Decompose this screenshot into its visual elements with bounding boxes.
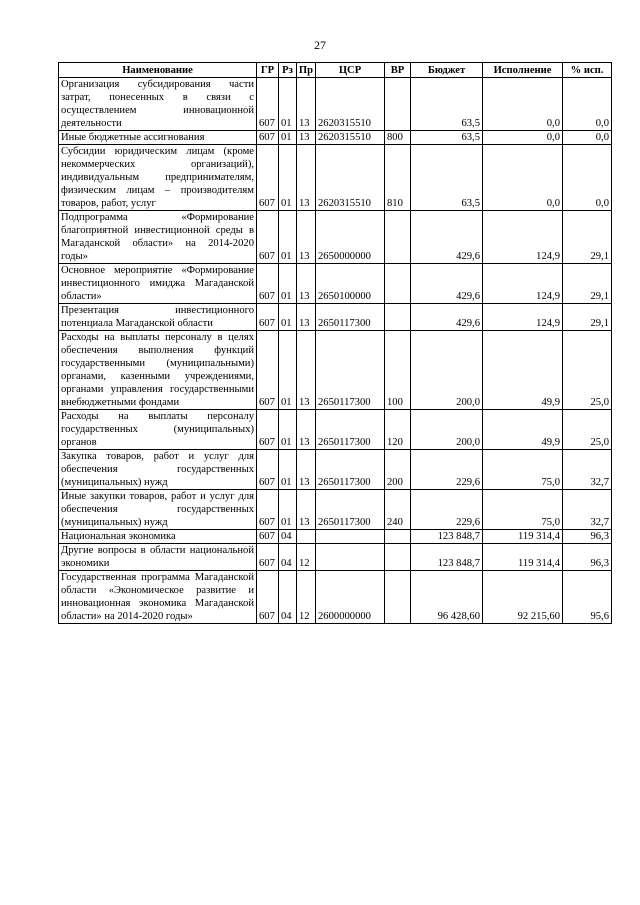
- row-percent: 25,0: [563, 331, 612, 410]
- row-name: Национальная экономика: [59, 530, 257, 544]
- row-percent: 96,3: [563, 530, 612, 544]
- row-budget: 96 428,60: [411, 571, 483, 624]
- header-rz: Рз: [279, 63, 297, 78]
- table-row: [59, 131, 612, 145]
- row-execution: 49,9: [483, 331, 563, 410]
- row-pr: 13: [297, 78, 316, 131]
- row-name: Расходы на выплаты персоналу государственных (муниципальных) органов: [59, 410, 257, 450]
- row-gr: 607: [257, 264, 279, 304]
- row-csr: 2650000000: [316, 211, 385, 264]
- row-pr: 13: [297, 145, 316, 211]
- header-pr: Пр: [297, 63, 316, 78]
- row-budget: 229,6: [411, 450, 483, 490]
- header-row: [59, 63, 612, 78]
- row-execution: 0,0: [483, 145, 563, 211]
- row-gr: 607: [257, 145, 279, 211]
- row-execution: 0,0: [483, 131, 563, 145]
- row-vr: [385, 544, 411, 571]
- row-percent: 96,3: [563, 544, 612, 571]
- row-gr: 607: [257, 131, 279, 145]
- row-gr: 607: [257, 331, 279, 410]
- row-budget: 429,6: [411, 304, 483, 331]
- table-row: [59, 544, 612, 571]
- table-row: [59, 264, 612, 304]
- row-vr: [385, 304, 411, 331]
- row-rz: 04: [279, 530, 297, 544]
- row-percent: 95,6: [563, 571, 612, 624]
- row-csr: 2650117300: [316, 450, 385, 490]
- row-pr: 13: [297, 264, 316, 304]
- row-pr: 13: [297, 410, 316, 450]
- row-gr: 607: [257, 544, 279, 571]
- table-row: [59, 571, 612, 624]
- header-execution: Исполнение: [483, 63, 563, 78]
- header-csr: ЦСР: [316, 63, 385, 78]
- row-budget: 123 848,7: [411, 544, 483, 571]
- row-execution: 75,0: [483, 450, 563, 490]
- row-gr: 607: [257, 571, 279, 624]
- table-row: [59, 450, 612, 490]
- row-vr: 800: [385, 131, 411, 145]
- row-vr: 810: [385, 145, 411, 211]
- row-execution: 49,9: [483, 410, 563, 450]
- row-vr: 120: [385, 410, 411, 450]
- row-execution: 92 215,60: [483, 571, 563, 624]
- row-execution: 0,0: [483, 78, 563, 131]
- row-percent: 32,7: [563, 450, 612, 490]
- header-name: Наименование: [59, 63, 257, 78]
- row-vr: [385, 264, 411, 304]
- row-pr: 13: [297, 131, 316, 145]
- row-rz: 01: [279, 410, 297, 450]
- row-vr: [385, 78, 411, 131]
- row-budget: 229,6: [411, 490, 483, 530]
- row-gr: 607: [257, 490, 279, 530]
- row-vr: 100: [385, 331, 411, 410]
- header-gr: ГР: [257, 63, 279, 78]
- row-execution: 119 314,4: [483, 544, 563, 571]
- row-vr: [385, 571, 411, 624]
- row-percent: 29,1: [563, 264, 612, 304]
- row-execution: 124,9: [483, 264, 563, 304]
- row-budget: 200,0: [411, 410, 483, 450]
- row-percent: 25,0: [563, 410, 612, 450]
- row-percent: 32,7: [563, 490, 612, 530]
- row-vr: 200: [385, 450, 411, 490]
- table-row: [59, 410, 612, 450]
- row-name: Организация субсидирования части затрат, понесенных в связи с осуществлением инновационной деятельности: [59, 78, 257, 131]
- row-execution: 124,9: [483, 211, 563, 264]
- row-gr: 607: [257, 530, 279, 544]
- table-row: [59, 331, 612, 410]
- row-pr: 13: [297, 211, 316, 264]
- row-csr: 2620315510: [316, 131, 385, 145]
- row-execution: 119 314,4: [483, 530, 563, 544]
- row-name: Основное мероприятие «Формирование инвестиционного имиджа Магаданской области»: [59, 264, 257, 304]
- row-name: Иные бюджетные ассигнования: [59, 131, 257, 145]
- row-gr: 607: [257, 304, 279, 331]
- row-rz: 01: [279, 145, 297, 211]
- table-row: [59, 211, 612, 264]
- row-name: Другие вопросы в области национальной экономики: [59, 544, 257, 571]
- row-budget: 63,5: [411, 145, 483, 211]
- row-pr: 12: [297, 544, 316, 571]
- row-rz: 01: [279, 211, 297, 264]
- row-rz: 01: [279, 264, 297, 304]
- row-name: Субсидии юридическим лицам (кроме некоммерческих организаций), индивидуальным предпринимателям, физическим лицам – производителям товаров, работ, услуг: [59, 145, 257, 211]
- row-name: Государственная программа Магаданской области «Экономическое развитие и инновационная экономика Магаданской области» на 2014-2020 годы»: [59, 571, 257, 624]
- row-execution: 75,0: [483, 490, 563, 530]
- row-csr: [316, 544, 385, 571]
- row-name: Расходы на выплаты персоналу в целях обеспечения выполнения функций государственными (муниципальными) органами, казенными учреждениями, органами управления государственными внебюджетными фондами: [59, 331, 257, 410]
- row-rz: 01: [279, 490, 297, 530]
- header-percent: % исп.: [563, 63, 612, 78]
- table-row: [59, 304, 612, 331]
- row-rz: 04: [279, 571, 297, 624]
- row-name: Иные закупки товаров, работ и услуг для обеспечения государственных (муниципальных) нужд: [59, 490, 257, 530]
- header-vr: ВР: [385, 63, 411, 78]
- row-pr: 13: [297, 304, 316, 331]
- row-pr: 13: [297, 331, 316, 410]
- row-percent: 0,0: [563, 145, 612, 211]
- row-csr: 2650117300: [316, 331, 385, 410]
- row-csr: 2620315510: [316, 145, 385, 211]
- row-budget: 63,5: [411, 78, 483, 131]
- row-rz: 04: [279, 544, 297, 571]
- row-csr: 2650100000: [316, 264, 385, 304]
- row-csr: [316, 530, 385, 544]
- row-vr: 240: [385, 490, 411, 530]
- table-row: [59, 490, 612, 530]
- row-budget: 200,0: [411, 331, 483, 410]
- row-rz: 01: [279, 331, 297, 410]
- row-budget: 429,6: [411, 264, 483, 304]
- row-percent: 0,0: [563, 131, 612, 145]
- row-budget: 429,6: [411, 211, 483, 264]
- row-csr: 2650117300: [316, 304, 385, 331]
- row-percent: 29,1: [563, 304, 612, 331]
- row-name: Закупка товаров, работ и услуг для обеспечения государственных (муниципальных) нужд: [59, 450, 257, 490]
- row-csr: 2650117300: [316, 410, 385, 450]
- row-percent: 29,1: [563, 211, 612, 264]
- row-vr: [385, 211, 411, 264]
- row-gr: 607: [257, 410, 279, 450]
- row-budget: 63,5: [411, 131, 483, 145]
- row-csr: 2600000000: [316, 571, 385, 624]
- table-row: [59, 530, 612, 544]
- row-gr: 607: [257, 450, 279, 490]
- row-vr: [385, 530, 411, 544]
- page-number: 27: [314, 38, 326, 52]
- header-budget: Бюджет: [411, 63, 483, 78]
- row-gr: 607: [257, 78, 279, 131]
- row-rz: 01: [279, 78, 297, 131]
- row-name: Презентация инвестиционного потенциала Магаданской области: [59, 304, 257, 331]
- row-percent: 0,0: [563, 78, 612, 131]
- row-rz: 01: [279, 450, 297, 490]
- table-row: [59, 145, 612, 211]
- row-budget: 123 848,7: [411, 530, 483, 544]
- row-rz: 01: [279, 131, 297, 145]
- row-csr: 2650117300: [316, 490, 385, 530]
- row-name: Подпрограмма «Формирование благоприятной инвестиционной среды в Магаданской области» на 2014-2020 годы»: [59, 211, 257, 264]
- table-row: [59, 78, 612, 131]
- row-pr: 13: [297, 490, 316, 530]
- row-csr: 2620315510: [316, 78, 385, 131]
- row-execution: 124,9: [483, 304, 563, 331]
- row-gr: 607: [257, 211, 279, 264]
- budget-table: [58, 62, 612, 624]
- row-pr: 13: [297, 450, 316, 490]
- row-pr: 12: [297, 571, 316, 624]
- row-pr: [297, 530, 316, 544]
- row-rz: 01: [279, 304, 297, 331]
